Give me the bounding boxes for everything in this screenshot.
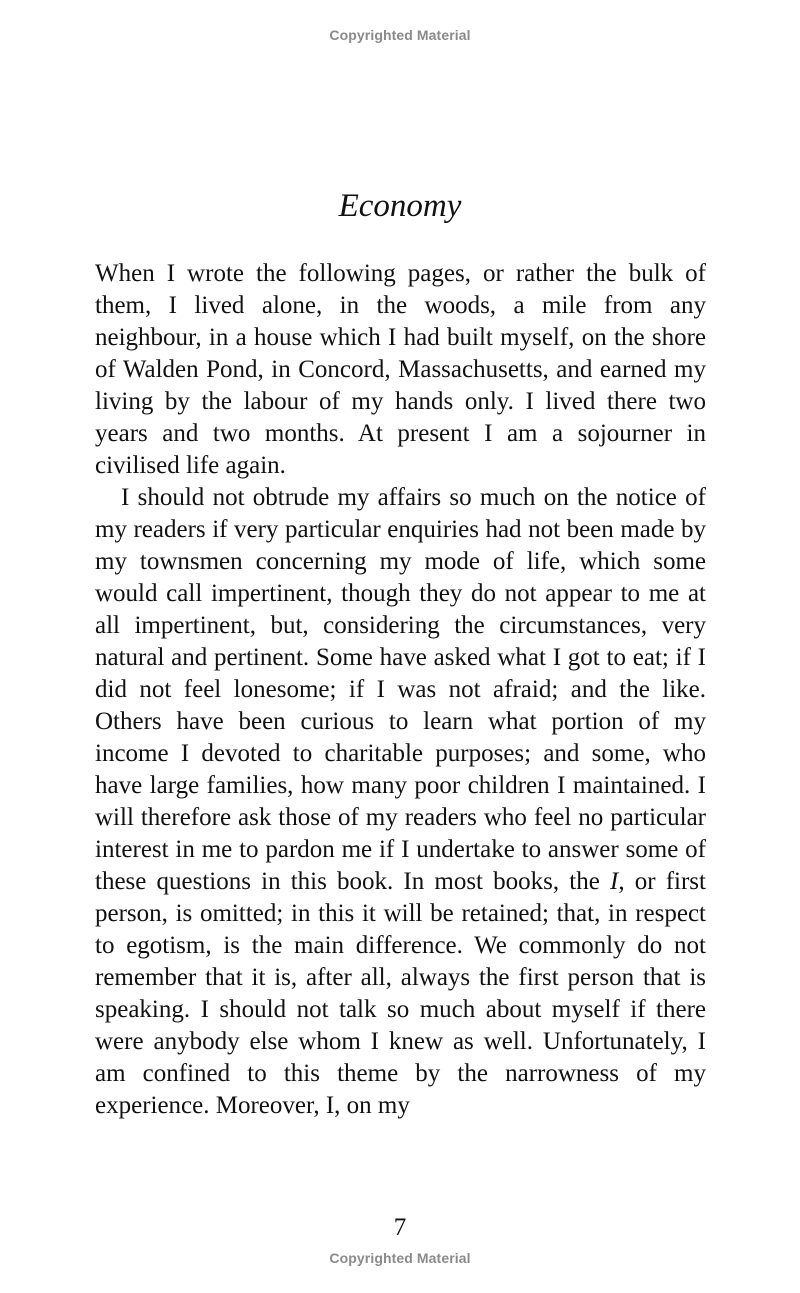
paragraph-2 (95, 482, 706, 1122)
italic-first-person-pronoun: I (610, 868, 619, 895)
paragraph-2-text-after-italic: , or first person, is omitted; in this it will be retained; that, in respect to egotism, is the main difference. We commonly do not remember that it is, after all, always the first person that is speaking. I should not talk so much about myself if there were anybody else whom I knew as well. Unfortunately, I am confined to this theme by the narrowness of my experience. Moreover, I, on my (95, 868, 706, 1119)
copyright-watermark-bottom: Copyrighted Material (329, 1250, 471, 1266)
paragraph-2-text-before-italic: I should not obtrude my affairs so much on the notice of my readers if very particular enquiries had not been made by my townsmen concerning my mode of life, which some would call impertinent, though they do not appear to me at all impertinent, but, considering the circumstances, very natural and pertinent. Some have asked what I got to eat; if I did not feel lonesome; if I was not afraid; and the like. Others have been curious to learn what portion of my income I devoted to charitable purposes; and some, who have large families, how many poor children I maintained. I will therefore ask those of my readers who feel no particular interest in me to pardon me if I undertake to answer some of these questions in this book. In most books, the (95, 484, 706, 895)
paragraph-1: When I wrote the following pages, or rather the bulk of them, I lived alone, in the woods, a mile from any neighbour, in a house which I had built myself, on the shore of Walden Pond, in Concord, Massachusetts, and earned my living by the labour of my hands only. I lived there two years and two months. At present I am a sojourner in civilised life again. (95, 260, 706, 479)
page-number: 7 (393, 1214, 407, 1241)
chapter-title: Economy (338, 188, 462, 224)
body-text (95, 258, 706, 1122)
copyright-watermark-top: Copyrighted Material (329, 27, 471, 43)
